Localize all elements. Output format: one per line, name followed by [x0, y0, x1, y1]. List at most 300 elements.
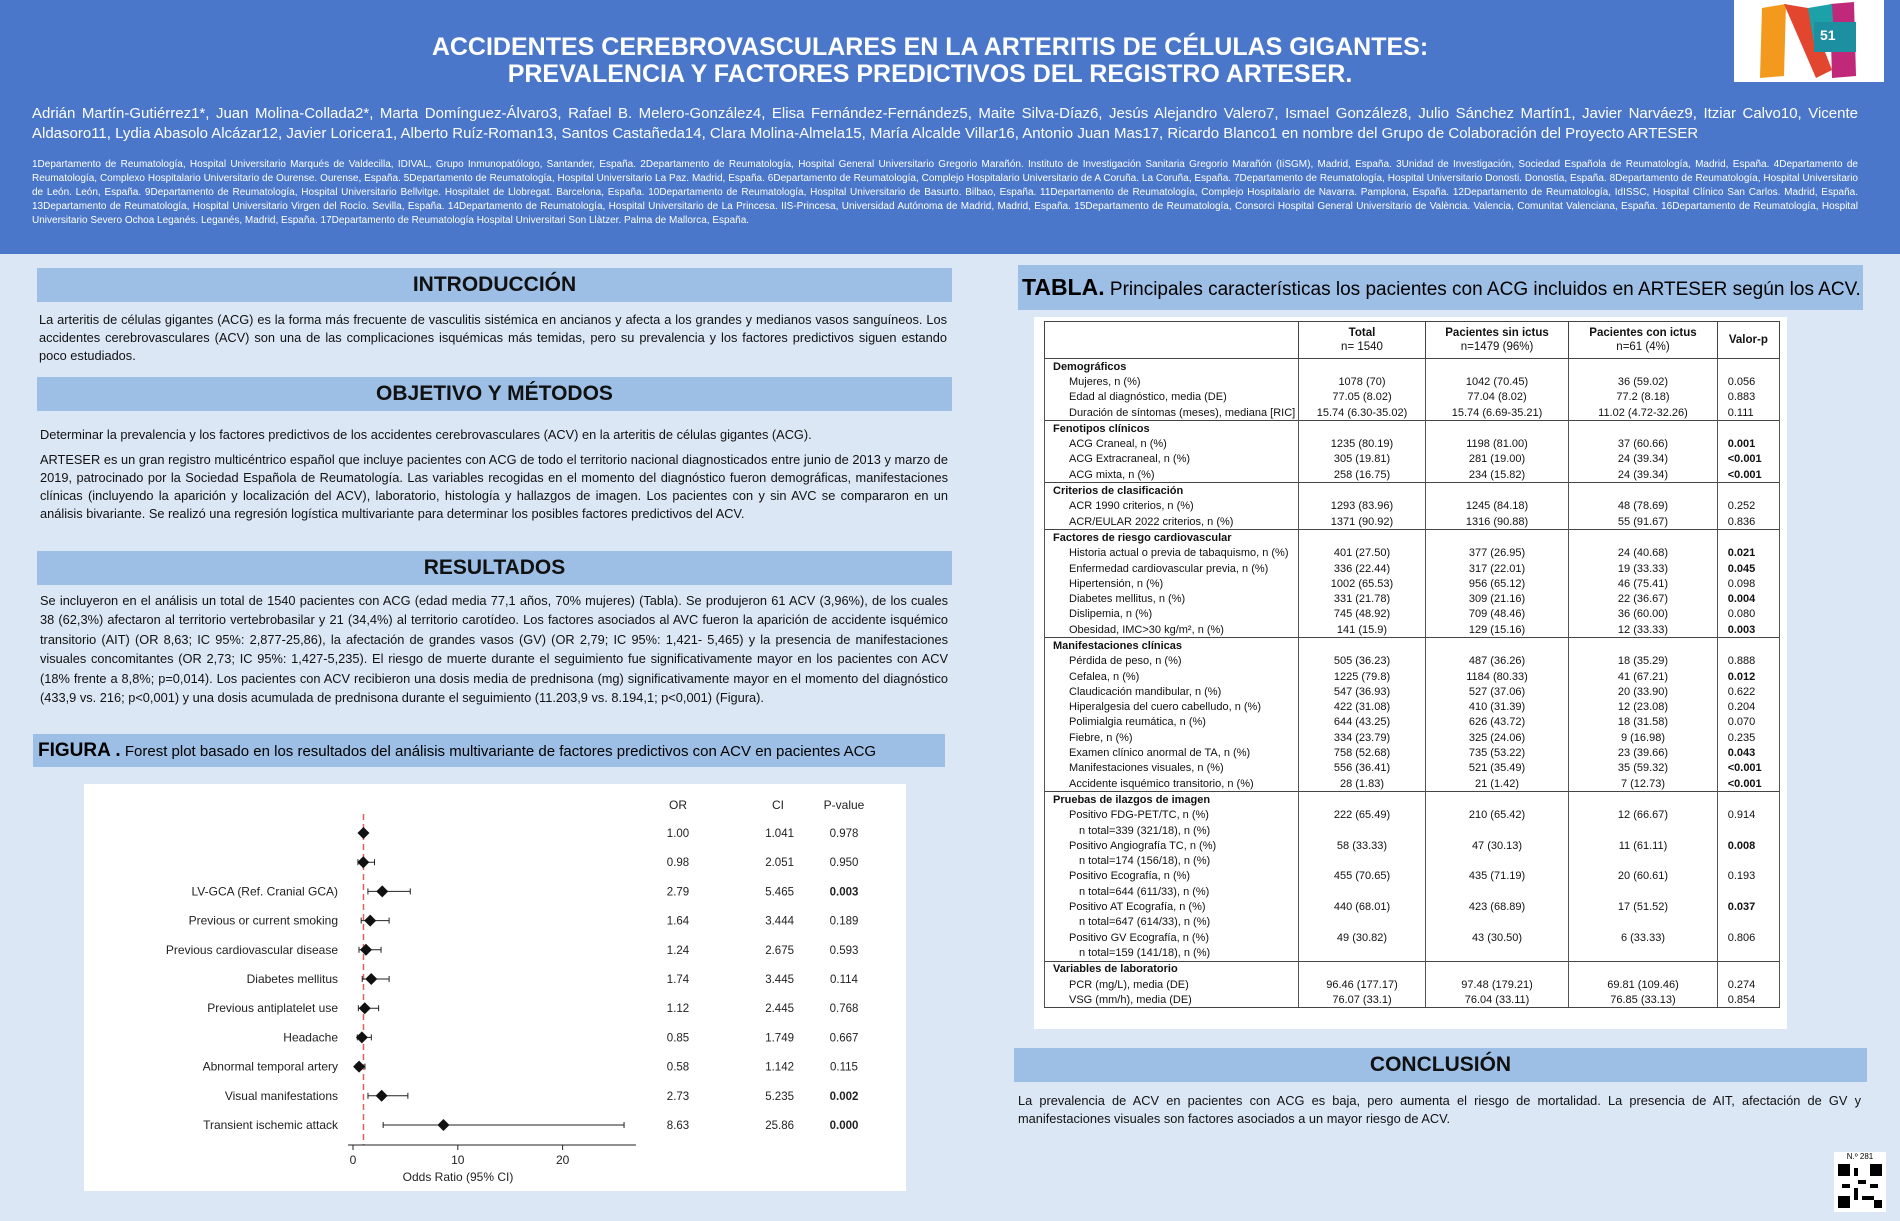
table-cell: 234 (15.82): [1425, 467, 1568, 483]
odds-ratio-point: [359, 1002, 371, 1014]
table-row: [1045, 945, 1780, 961]
p-value: 0.667: [829, 1032, 859, 1045]
forest-plot-svg: [84, 784, 906, 1191]
table-cell: 0.193: [1717, 869, 1779, 884]
table-cell: 423 (68.89): [1425, 899, 1568, 914]
table-cell: 69.81 (109.46): [1569, 977, 1717, 992]
table-row-label: Polimialgia reumática, n (%): [1045, 715, 1299, 730]
or-value: 1.00: [666, 828, 690, 840]
table-cell: 15.74 (6.30-35.02): [1299, 405, 1426, 421]
table-cell: 43 (30.50): [1425, 930, 1568, 945]
table-header-title: Valor-p: [1728, 334, 1768, 346]
row-label: Headache: [283, 1030, 338, 1045]
table-header-subtitle: n=61 (4%): [1616, 341, 1670, 353]
table-row: [1045, 776, 1780, 792]
logo-number: 51: [1820, 27, 1836, 43]
or-value: 1.24: [666, 944, 690, 957]
table-cell: 644 (43.25): [1299, 715, 1426, 730]
table-cell: 1316 (90.88): [1425, 514, 1568, 530]
intro-text: La arteritis de células gigantes (ACG) es la forma más frecuente de vasculitis sistémica en ancianos y afecta a los grandes y medianos vasos sanguíneos. Los accidentes cerebrovasculares (ACV) son una de las complicaciones isquémicas más temidas, pero su prevalencia y los factores predictivos siguen estando poco estudiados.: [39, 312, 947, 363]
table-row: [1045, 436, 1780, 451]
odds-ratio-point: [364, 915, 376, 927]
table-row: [1045, 838, 1780, 853]
table-group-row: [1045, 483, 1780, 499]
p-value: 0.000: [829, 1120, 859, 1132]
odds-ratio-point: [357, 856, 369, 868]
table-cell: 18 (31.58): [1569, 715, 1717, 730]
table-cell: [1425, 961, 1568, 977]
table-cell: [1717, 961, 1779, 977]
table-row: [1045, 654, 1780, 669]
table-row-label: Fiebre, n (%): [1045, 730, 1299, 745]
table-cell: 12 (23.08): [1569, 700, 1717, 715]
table-row: [1045, 977, 1780, 992]
table-cell: [1569, 823, 1717, 838]
table-cell: 0.235: [1717, 730, 1779, 745]
table-cell: [1717, 823, 1779, 838]
table-row: [1045, 467, 1780, 483]
table-cell: 36 (60.00): [1569, 607, 1717, 622]
conclusion-heading: CONCLUSIÓN: [1014, 1048, 1867, 1082]
table-row: [1045, 374, 1780, 389]
table-cell: 37 (60.66): [1569, 436, 1717, 451]
table-cell: [1569, 884, 1717, 899]
table-row: [1045, 452, 1780, 467]
table-cell: [1425, 530, 1568, 546]
table-cell: 0.204: [1717, 700, 1779, 715]
table-cell: 0.252: [1717, 499, 1779, 514]
table-header-cell: [1299, 322, 1426, 359]
table-header-title: Total: [1348, 327, 1376, 339]
or-value: 1.12: [666, 1003, 690, 1016]
table-cell: 401 (27.50): [1299, 546, 1426, 561]
table-cell: [1717, 884, 1779, 899]
table-cell: <0.001: [1717, 467, 1779, 483]
table-row-label: n total=339 (321/18), n (%): [1045, 823, 1299, 838]
table-cell: 11 (61.11): [1569, 838, 1717, 853]
ci-upper-value: 1.749: [765, 1032, 794, 1045]
figure-caption-text: Forest plot basado en los resultados del análisis multivariante de factores predictivos con ACV en pacientes ACG: [124, 743, 877, 760]
table-row-label: Positivo Angiografía TC, n (%): [1045, 838, 1299, 853]
table-group-row: [1045, 359, 1780, 375]
table-cell: 1245 (84.18): [1425, 499, 1568, 514]
table-cell: 77.2 (8.18): [1569, 390, 1717, 405]
table-header-title: Pacientes con ictus: [1589, 327, 1697, 339]
table-row-label: n total=174 (156/18), n (%): [1045, 854, 1299, 869]
table-row: [1045, 622, 1780, 638]
table-cell: [1717, 359, 1779, 375]
table-cell: 956 (65.12): [1425, 576, 1568, 591]
ci-upper-value: 25.86: [765, 1120, 794, 1132]
table-cell: 210 (65.42): [1425, 808, 1568, 823]
methods-heading: OBJETIVO Y MÉTODOS: [37, 377, 952, 411]
table-group-label: Criterios de clasificación: [1045, 483, 1299, 499]
table-cell: [1425, 359, 1568, 375]
table-cell: 11.02 (4.72-32.26): [1569, 405, 1717, 421]
table-cell: 487 (36.26): [1425, 654, 1568, 669]
table-row-label: n total=159 (141/18), n (%): [1045, 945, 1299, 961]
table-cell: 96.46 (177.17): [1299, 977, 1426, 992]
table-row: [1045, 915, 1780, 930]
characteristics-table: [1044, 321, 1780, 1008]
table-cell: [1425, 638, 1568, 654]
p-value: 0.978: [829, 828, 859, 840]
table-row-label: Hipertensión, n (%): [1045, 576, 1299, 591]
table-cell: [1569, 359, 1717, 375]
table-cell: 24 (40.68): [1569, 546, 1717, 561]
table-cell: 505 (36.23): [1299, 654, 1426, 669]
table-cell: 556 (36.41): [1299, 761, 1426, 776]
table-row-label: n total=647 (614/33), n (%): [1045, 915, 1299, 930]
table-row-label: ACR 1990 criterios, n (%): [1045, 499, 1299, 514]
table-header-subtitle: n= 1540: [1341, 341, 1383, 353]
table-cell: 410 (31.39): [1425, 700, 1568, 715]
p-value: 0.950: [829, 857, 859, 870]
table-row: [1045, 715, 1780, 730]
table-cell: 46 (75.41): [1569, 576, 1717, 591]
table-header-row: [1045, 322, 1780, 359]
p-value: 0.768: [829, 1003, 859, 1016]
table-cell: 1042 (70.45): [1425, 374, 1568, 389]
or-value: 1.74: [666, 974, 690, 986]
table-cell: 58 (33.33): [1299, 838, 1426, 853]
table-cell: 317 (22.01): [1425, 561, 1568, 576]
table-caption-text: Principales características los pacientes con ACG incluidos en ARTESER según los ACV.: [1109, 279, 1861, 300]
table-cell: 258 (16.75): [1299, 467, 1426, 483]
table-cell: 35 (59.32): [1569, 761, 1717, 776]
table-cell: 222 (65.49): [1299, 808, 1426, 823]
table-cell: 745 (48.92): [1299, 607, 1426, 622]
table-cell: 336 (22.44): [1299, 561, 1426, 576]
odds-ratio-point: [357, 827, 369, 839]
p-value: 0.114: [830, 974, 858, 986]
table-row: [1045, 514, 1780, 530]
table-cell: 12 (33.33): [1569, 622, 1717, 638]
table-cell: [1299, 854, 1426, 869]
or-value: 2.79: [666, 886, 690, 899]
table-row: [1045, 561, 1780, 576]
table-cell: 0.037: [1717, 899, 1779, 914]
table-group-label: Variables de laboratorio: [1045, 961, 1299, 977]
table-row: [1045, 884, 1780, 899]
table-cell: 0.914: [1717, 808, 1779, 823]
table-row: [1045, 591, 1780, 606]
table-cell: [1425, 823, 1568, 838]
ci-upper-value: 3.445: [765, 974, 794, 986]
or-value: 0.85: [666, 1032, 690, 1045]
p-value: 0.593: [829, 944, 859, 957]
table-row-label: n total=644 (611/33), n (%): [1045, 884, 1299, 899]
table-row-label: Duración de síntomas (meses), mediana [RIC]: [1045, 405, 1299, 421]
table-cell: [1569, 421, 1717, 437]
congress-logo: [1734, 0, 1884, 82]
table-cell: [1299, 638, 1426, 654]
ci-upper-value: 2.051: [765, 857, 794, 870]
table-cell: 76.07 (33.1): [1299, 992, 1426, 1008]
table-cell: 0.806: [1717, 930, 1779, 945]
table-cell: 0.098: [1717, 576, 1779, 591]
table-header-cell: [1717, 322, 1779, 359]
table-cell: 19 (33.33): [1569, 561, 1717, 576]
table-header-cell: [1045, 322, 1299, 359]
table-cell: 41 (67.21): [1569, 669, 1717, 684]
table-cell: [1299, 483, 1426, 499]
table-row-label: Positivo FDG-PET/TC, n (%): [1045, 808, 1299, 823]
table-cell: 24 (39.34): [1569, 452, 1717, 467]
table-group-row: [1045, 638, 1780, 654]
table-cell: 0.001: [1717, 436, 1779, 451]
table-cell: 36 (59.02): [1569, 374, 1717, 389]
table-cell: 15.74 (6.69-35.21): [1425, 405, 1568, 421]
table-cell: 48 (78.69): [1569, 499, 1717, 514]
table-row-label: PCR (mg/L), media (DE): [1045, 977, 1299, 992]
table-cell: 77.04 (8.02): [1425, 390, 1568, 405]
table-cell: [1425, 854, 1568, 869]
table-row-label: Dislipemia, n (%): [1045, 607, 1299, 622]
table-cell: 0.883: [1717, 390, 1779, 405]
table-cell: [1299, 792, 1426, 808]
intro-heading: INTRODUCCIÓN: [37, 268, 952, 302]
table-cell: 0.008: [1717, 838, 1779, 853]
table-row: [1045, 899, 1780, 914]
table-row-label: ACG Extracraneal, n (%): [1045, 452, 1299, 467]
table-header-cell: [1569, 322, 1717, 359]
p-value: 0.189: [829, 915, 859, 928]
or-value: 1.64: [666, 915, 690, 928]
table-cell: <0.001: [1717, 776, 1779, 792]
x-axis-tick-label: 0: [349, 1153, 357, 1167]
table-row: [1045, 669, 1780, 684]
table-cell: 377 (26.95): [1425, 546, 1568, 561]
table-row: [1045, 390, 1780, 405]
table-cell: 1198 (81.00): [1425, 436, 1568, 451]
table-row-label: Accidente isquémico transitorio, n (%): [1045, 776, 1299, 792]
table-cell: [1569, 530, 1717, 546]
table-group-row: [1045, 792, 1780, 808]
qr-code: [1834, 1152, 1886, 1212]
table-cell: 47 (30.13): [1425, 838, 1568, 853]
table-cell: [1425, 792, 1568, 808]
table-row-label: ACG mixta, n (%): [1045, 467, 1299, 483]
affiliations: 1Departamento de Reumatología, Hospital Universitario Marqués de Valdecilla, IDIVAL, Grupo Inmunopatólogo, Santander, España. 2Departamento de Reumatología, Hospital General Universitario Gregorio Marañón. Instituto de Investigación Sanitaria Gregorio Marañón (IiSGM), Madrid, España. 3Unidad de Investigación, Sociedad Española de Reumatología, Madrid, España. 4Departamento de Reumatología, Complexo Hospitalario Universitario de Ourense. Ourense, España. 5Departamento de Reumatología, Hospital Universitario La Paz. Madrid, España. 6Departamento de Reumatología, Complejo Hospitalario Universitario de A Coruña. La Coruña, España. 7Departamento de Reumatología, Hospital Universitario Donosti. Donostia, España. 8Departamento de Reumatología, Hospital Universitario de León. León, España. 9Departamento de Reumatología, Hospital Universitario Bellvitge. Hospitalet de Llobregat. Barcelona, España. 10Departamento de Reumatología, Hospital Universitario de Basurto. Bilbao, España. 11Departamento de Reumatología, Complejo Hospitalario de Navarra. Pamplona, España. 12Departamento de Reumatología, IdISSC, Hospital Clínico San Carlos. Madrid, España. 13Departamento de Reumatología, Hospital Universitario Virgen del Rocío. Sevilla, España. 14Departamento de Reumatología, Hospital Universitario de La Princesa. IIS-Princesa, Universidad Autónoma de Madrid, Madrid, España. 15Departamento de Reumatología, Consorci Hospital General Universitario de València. Valencia, Comunitat Valenciana, España. 16Departamento de Reumatología, Hospital Universitario Severo Ochoa Leganés. Leganés, Madrid, España. 17Departamento de Reumatología Hospital Universitari Son Llàtzer. Palma de Mallorca, España.: [32, 159, 1858, 226]
table-cell: [1717, 530, 1779, 546]
odds-ratio-point: [376, 1090, 388, 1102]
table-cell: 141 (15.9): [1299, 622, 1426, 638]
table-cell: [1299, 823, 1426, 838]
table-cell: 1002 (65.53): [1299, 576, 1426, 591]
table-cell: 0.111: [1717, 405, 1779, 421]
table-header-title: Pacientes sin ictus: [1445, 327, 1549, 339]
table-row: [1045, 745, 1780, 760]
table-cell: 305 (19.81): [1299, 452, 1426, 467]
table-cell: [1425, 884, 1568, 899]
table-row-label: Hiperalgesia del cuero cabelludo, n (%): [1045, 700, 1299, 715]
table-cell: [1569, 945, 1717, 961]
table-row: [1045, 684, 1780, 699]
table-cell: [1299, 945, 1426, 961]
figure-caption: [33, 734, 945, 767]
table-cell: 1293 (83.96): [1299, 499, 1426, 514]
column-header-ci: CI: [772, 798, 784, 812]
table-row-label: Obesidad, IMC>30 kg/m², n (%): [1045, 622, 1299, 638]
table-row: [1045, 405, 1780, 421]
table-cell: <0.001: [1717, 452, 1779, 467]
table-cell: 325 (24.06): [1425, 730, 1568, 745]
table-cell: 331 (21.78): [1299, 591, 1426, 606]
table-cell: 455 (70.65): [1299, 869, 1426, 884]
table-body: [1045, 359, 1780, 1008]
table-row: [1045, 992, 1780, 1008]
table-cell: 0.854: [1717, 992, 1779, 1008]
x-axis-label: Odds Ratio (95% CI): [402, 1170, 514, 1184]
methods-text: ARTESER es un gran registro multicéntrico español que incluye pacientes con ACG de todo el territorio nacional diagnosticados entre junio de 2013 y marzo de 2019, patrocinado por la Sociedad Española de Reumatología. Las variables recogidas en el momento del diagnóstico fueron demográficas, manifestaciones clínicas (incluyendo la aparición y localización del ACV), laboratorio, histología y hallazgos de imagen. Los pacientes con y sin AVC se compararon en un análisis bivariante. Se realizó una regresión logística multivariante para determinar los posibles factores predictivos del ACV.: [40, 452, 948, 521]
table-cell: 0.836: [1717, 514, 1779, 530]
table-group-label: Factores de riesgo cardiovascular: [1045, 530, 1299, 546]
table-cell: 7 (12.73): [1569, 776, 1717, 792]
table-header-subtitle: n=1479 (96%): [1460, 341, 1534, 353]
table-cell: 0.070: [1717, 715, 1779, 730]
table-cell: 1225 (79.8): [1299, 669, 1426, 684]
table-cell: 24 (39.34): [1569, 467, 1717, 483]
forest-plot: [84, 784, 906, 1191]
table-row: [1045, 730, 1780, 745]
table-cell: 55 (91.67): [1569, 514, 1717, 530]
table-cell: 334 (23.79): [1299, 730, 1426, 745]
table-row: [1045, 823, 1780, 838]
column-header-or: OR: [669, 798, 687, 812]
table-cell: [1569, 792, 1717, 808]
table-caption: [1018, 265, 1863, 310]
table-cell: 435 (71.19): [1425, 869, 1568, 884]
p-value: 0.003: [829, 886, 859, 899]
figure-label: FIGURA .: [38, 740, 121, 761]
table-row-label: Claudicación mandibular, n (%): [1045, 684, 1299, 699]
table-group-label: Fenotipos clínicos: [1045, 421, 1299, 437]
row-label: Abnormal temporal artery: [202, 1059, 338, 1074]
table-cell: 76.04 (33.11): [1425, 992, 1568, 1008]
ci-upper-value: 5.465: [765, 886, 794, 899]
table-cell: 9 (16.98): [1569, 730, 1717, 745]
or-value: 2.73: [666, 1090, 690, 1103]
table-cell: [1299, 530, 1426, 546]
table-cell: 758 (52.68): [1299, 745, 1426, 760]
table-cell: 20 (33.90): [1569, 684, 1717, 699]
p-value: 0.115: [830, 1061, 858, 1074]
table-cell: 12 (66.67): [1569, 808, 1717, 823]
table-cell: 6 (33.33): [1569, 930, 1717, 945]
table-cell: 0.274: [1717, 977, 1779, 992]
table-cell: [1717, 945, 1779, 961]
table-cell: 17 (51.52): [1569, 899, 1717, 914]
table-cell: 21 (1.42): [1425, 776, 1568, 792]
table-cell: 440 (68.01): [1299, 899, 1426, 914]
table-row-label: Cefalea, n (%): [1045, 669, 1299, 684]
table-row-label: Positivo AT Ecografía, n (%): [1045, 899, 1299, 914]
table-cell: [1717, 638, 1779, 654]
row-label: Previous or current smoking: [188, 913, 338, 928]
ci-upper-value: 3.444: [765, 915, 794, 928]
table-cell: 626 (43.72): [1425, 715, 1568, 730]
table-row-label: Historia actual o previa de tabaquismo, n (%): [1045, 546, 1299, 561]
ci-upper-value: 1.041: [765, 828, 794, 840]
table-row: [1045, 869, 1780, 884]
table-cell: [1299, 359, 1426, 375]
row-label: Transient ischemic attack: [203, 1118, 338, 1132]
odds-ratio-point: [437, 1119, 449, 1131]
table-cell: 22 (36.67): [1569, 591, 1717, 606]
table-row-label: VSG (mm/h), media (DE): [1045, 992, 1299, 1008]
or-value: 0.98: [666, 857, 690, 870]
table-cell: [1299, 884, 1426, 899]
table-cell: 97.48 (179.21): [1425, 977, 1568, 992]
table-row-label: Enfermedad cardiovascular previa, n (%): [1045, 561, 1299, 576]
table-row-label: ACR/EULAR 2022 criterios, n (%): [1045, 514, 1299, 530]
table-cell: 1235 (80.19): [1299, 436, 1426, 451]
table-cell: [1569, 638, 1717, 654]
table-row-label: Positivo GV Ecografía, n (%): [1045, 930, 1299, 945]
table-cell: 0.888: [1717, 654, 1779, 669]
table-cell: 0.003: [1717, 622, 1779, 638]
table-cell: [1569, 915, 1717, 930]
table-cell: [1717, 483, 1779, 499]
table-cell: 1078 (70): [1299, 374, 1426, 389]
table-row-label: ACG Craneal, n (%): [1045, 436, 1299, 451]
table-cell: [1299, 961, 1426, 977]
table-cell: 0.012: [1717, 669, 1779, 684]
table-group-row: [1045, 961, 1780, 977]
poster-header: [0, 0, 1900, 254]
table-group-label: Manifestaciones clínicas: [1045, 638, 1299, 654]
p-value: 0.002: [829, 1090, 859, 1103]
table-row-label: Edad al diagnóstico, media (DE): [1045, 390, 1299, 405]
table-cell: <0.001: [1717, 761, 1779, 776]
table-cell: [1425, 945, 1568, 961]
table-cell: [1569, 961, 1717, 977]
table-cell: 422 (31.08): [1299, 700, 1426, 715]
odds-ratio-point: [376, 885, 388, 897]
table-cell: 281 (19.00): [1425, 452, 1568, 467]
table-cell: 129 (15.16): [1425, 622, 1568, 638]
table-group-label: Demográficos: [1045, 359, 1299, 375]
table-cell: 1371 (90.92): [1299, 514, 1426, 530]
table-group-row: [1045, 530, 1780, 546]
ci-upper-value: 2.675: [765, 944, 794, 957]
characteristics-table-panel: [1034, 317, 1787, 1029]
ci-upper-value: 5.235: [765, 1090, 794, 1103]
ci-upper-value: 1.142: [765, 1061, 794, 1074]
results-text: Se incluyeron en el análisis un total de 1540 pacientes con ACG (edad media 77,1 años, 70% mujeres) (Tabla). Se produjeron 61 ACV (3,96%), de los cuales 38 (62,3%) afectaron al territorio vertebrobasilar y 21 (34,4%) al territorio carotídeo. Los factores asociados al AVC fueron la aparición de accidente isquémico transitorio (AIT) (OR 8,63; IC 95%: 2,877-25,86), la afectación de grandes vasos (GV) (OR 2,79; IC 95%: 1,421- 5,465) y la presencia de manifestaciones visuales concomitantes (OR 2,73; IC 95%: 1,427-5,235). El riesgo de muerte durante el seguimiento fue significativamente mayor en los pacientes con ACV (18% frente a 8,8%; p=0,014). Los pacientes con ACV recibieron una dosis media de prednisona (mg) significativamente mayor en el momento del diagnóstico (433,9 vs. 216; p<0,001) y una dosis acumulada de prednisona durante el seguimiento (11.203,9 vs. 8.194,1; p<0,001) (Figura).: [40, 593, 948, 706]
table-row-label: Pérdida de peso, n (%): [1045, 654, 1299, 669]
qr-code-image: [1838, 1164, 1882, 1208]
table-cell: 0.004: [1717, 591, 1779, 606]
table-cell: 49 (30.82): [1299, 930, 1426, 945]
odds-ratio-point: [360, 944, 372, 956]
odds-ratio-point: [356, 1031, 368, 1043]
table-cell: 527 (37.06): [1425, 684, 1568, 699]
poster-title: ACCIDENTES CEREBROVASCULARES EN LA ARTERITIS DE CÉLULAS GIGANTES: PREVALENCIA Y FACTORES PREDICTIVOS DEL REGISTRO ARTESER.: [431, 33, 1429, 88]
column-header-pvalue: P-value: [823, 798, 865, 812]
table-cell: 0.622: [1717, 684, 1779, 699]
poster-number: N.º 281: [1846, 1152, 1874, 1161]
results-heading: RESULTADOS: [37, 551, 952, 585]
methods-objective: Determinar la prevalencia y los factores predictivos de los accidentes cerebrovasculares (ACV) en la arteritis de células gigantes (ACG).: [40, 427, 812, 442]
table-row: [1045, 761, 1780, 776]
table-cell: [1717, 915, 1779, 930]
table-row: [1045, 546, 1780, 561]
table-cell: 77.05 (8.02): [1299, 390, 1426, 405]
table-row: [1045, 930, 1780, 945]
table-group-label: Pruebas de ilazgos de imagen: [1045, 792, 1299, 808]
